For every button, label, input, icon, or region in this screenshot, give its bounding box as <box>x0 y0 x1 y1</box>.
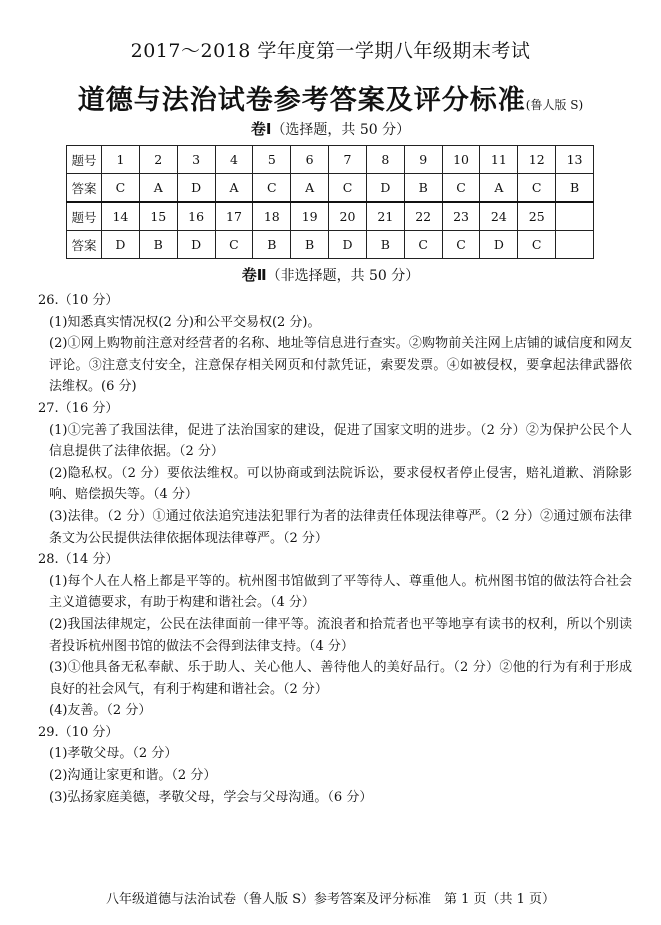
question-number-cell: 5 <box>253 146 291 174</box>
question-number-cell: 16 <box>177 202 215 231</box>
question-number-cell: 11 <box>480 146 518 174</box>
section-2-note: （非选择题，共 50 分） <box>266 268 420 284</box>
question-number-cell: 23 <box>442 202 480 231</box>
section-2-label: 卷Ⅱ <box>241 266 267 284</box>
answer-item: (4)友善。（2 分） <box>49 703 152 719</box>
answer-item: (1)知悉真实情况权(2 分)和公平交易权(2 分)。 <box>49 314 321 330</box>
question-number-cell: 13 <box>556 146 594 174</box>
question-number-cell: 9 <box>404 146 442 174</box>
question-number-cell: 2 <box>139 146 177 174</box>
question-number-cell: 24 <box>480 202 518 231</box>
answer-cell: D <box>102 231 140 259</box>
question-number-cell: 25 <box>518 202 556 231</box>
answer-row <box>67 174 594 203</box>
answer-item: (2)①网上购物前注意对经营者的名称、地址等信息进行查实。②购物前关注网上店铺的诚信度和网友评论。③注意支付安全，注意保存相关网页和付款凭证，索要发票。④如被侵权，要拿起法律武器依法维权。(6 分) <box>49 336 632 395</box>
question-heading: 29.（10 分） <box>38 724 119 740</box>
question-number-cell: 18 <box>253 202 291 231</box>
row-label-question: 题号 <box>67 202 102 231</box>
question-number-row <box>67 202 594 231</box>
answer-item: (1)每个人在人格上都是平等的。杭州图书馆做到了平等待人、尊重他人。杭州图书馆的做法符合社会主义道德要求，有助于构建和谐社会。（4 分） <box>49 573 632 611</box>
answer-cell: B <box>366 231 404 259</box>
question-number-cell <box>556 202 594 231</box>
answer-cell: B <box>139 231 177 259</box>
section-2-heading <box>0 264 661 285</box>
section-1-heading <box>0 118 661 139</box>
section-1-label: 卷Ⅰ <box>250 120 272 138</box>
edition-label: (鲁人版 S) <box>525 98 584 112</box>
question-heading: 26.（10 分） <box>38 293 119 308</box>
answer-item: (1)①完善了我国法律，促进了法治国家的建设，促进了国家文明的进步。（2 分）②为保护公民个人信息提供了法律依据。（2 分） <box>49 422 632 460</box>
row-label-answer: 答案 <box>67 231 102 259</box>
answer-cell: D <box>177 174 215 203</box>
question-number-cell: 17 <box>215 202 253 231</box>
answer-cell: D <box>177 231 215 259</box>
answer-cell: B <box>291 231 329 259</box>
question-number-cell: 6 <box>291 146 329 174</box>
question-number-cell: 7 <box>329 146 367 174</box>
answer-cell: C <box>442 231 480 259</box>
answer-item: (3)弘扬家庭美德，孝敬父母，学会与父母沟通。（6 分） <box>49 789 373 805</box>
answer-cell: B <box>404 174 442 203</box>
document-title-text: 道德与法治试卷参考答案及评分标准 <box>77 85 526 116</box>
answer-cell: C <box>102 174 140 203</box>
question-number-cell: 4 <box>215 146 253 174</box>
question-number-cell: 1 <box>102 146 140 174</box>
answer-cell: C <box>215 231 253 259</box>
answer-cell: A <box>215 174 253 203</box>
question-number-cell: 21 <box>366 202 404 231</box>
row-label-question: 题号 <box>67 146 102 174</box>
document-title <box>0 78 661 117</box>
answer-table <box>66 145 594 259</box>
answer-cell: A <box>480 174 518 203</box>
question-number-cell: 12 <box>518 146 556 174</box>
answer-cell: A <box>291 174 329 203</box>
question-number-cell: 8 <box>366 146 404 174</box>
row-label-answer: 答案 <box>67 174 102 203</box>
question-number-row <box>67 146 594 174</box>
exam-title: 2017～2018 学年度第一学期八年级期末考试 <box>130 40 531 62</box>
question-number-cell: 3 <box>177 146 215 174</box>
question-heading: 28.（14 分） <box>38 552 119 568</box>
question-number-cell: 22 <box>404 202 442 231</box>
answer-item: (3)①他具备无私奉献、乐于助人、关心他人、善待他人的美好品行。（2 分）②他的行为有利于形成良好的社会风气，有利于构建和谐社会。（2 分） <box>49 660 632 697</box>
answer-cell: C <box>442 174 480 203</box>
answer-cell: C <box>404 231 442 259</box>
answer-cell: C <box>329 174 367 203</box>
section-1-note: （选择题，共 50 分） <box>271 122 411 138</box>
answer-cell: C <box>518 174 556 203</box>
question-number-cell: 20 <box>329 202 367 231</box>
answer-item: (3)法律。（2 分）①通过依法追究违法犯罪行为者的法律责任体现法律尊严。（2 分）②通过颁布法律条文为公民提供法律依据体现法律尊严。（2 分） <box>49 508 632 546</box>
answer-cell: C <box>518 231 556 259</box>
answer-row <box>67 231 594 259</box>
answer-cell: D <box>329 231 367 259</box>
page-footer: 八年级道德与法治试卷（鲁人版 S）参考答案及评分标准 第 1 页（共 1 页） <box>105 892 556 907</box>
answer-cell: C <box>253 174 291 203</box>
answer-item: (2)我国法律规定，公民在法律面前一律平等。流浪者和拾荒者也平等地享有读书的权利，所以个别读者投诉杭州图书馆的做法不会得到法律支持。（4 分） <box>49 616 632 654</box>
question-number-cell: 15 <box>139 202 177 231</box>
answer-cell <box>556 231 594 259</box>
answer-item: (1)孝敬父母。（2 分） <box>49 746 178 762</box>
question-number-cell: 10 <box>442 146 480 174</box>
question-number-cell: 14 <box>102 202 140 231</box>
answer-cell: B <box>253 231 291 259</box>
answer-item: (2)隐私权。（2 分）要依法维权。可以协商或到法院诉讼，要求侵权者停止侵害，赔礼道歉、消除影响、赔偿损失等。（4 分） <box>49 465 632 503</box>
answer-cell: B <box>556 174 594 203</box>
answer-cell: D <box>366 174 404 203</box>
answer-item: (2)沟通让家更和谐。（2 分） <box>49 768 217 784</box>
question-answers <box>38 290 632 808</box>
question-heading: 27.（16 分） <box>38 400 119 416</box>
question-number-cell: 19 <box>291 202 329 231</box>
answer-cell: D <box>480 231 518 259</box>
answer-cell: A <box>139 174 177 203</box>
